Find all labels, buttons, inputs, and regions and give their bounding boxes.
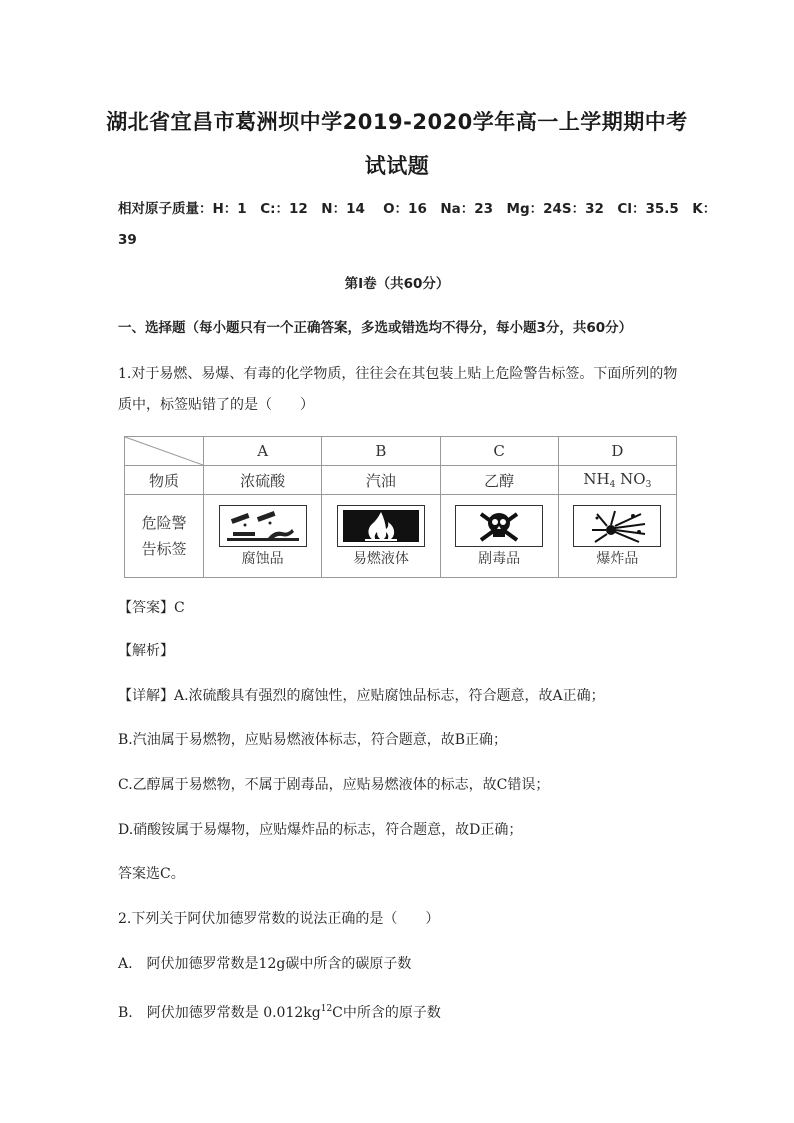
detail-line-4: D.硝酸铵属于易爆物，应贴爆炸品的标志，符合题意，故D正确；: [118, 822, 523, 838]
diagonal-line: [125, 437, 203, 465]
label-caption-c: 剧毒品: [478, 550, 521, 567]
skull-crossbones-icon: [455, 505, 543, 547]
label-cell-a: [204, 495, 322, 578]
label-cell-d: [558, 495, 676, 578]
row-label-hazard: 危险警 告标签: [125, 495, 204, 578]
corrosive-icon: [219, 505, 307, 547]
hazard-label-table: [124, 436, 677, 578]
flame-icon: [337, 505, 425, 547]
label-caption-b: 易燃液体: [352, 550, 409, 567]
volume-heading: 第Ⅰ卷（共60分）: [344, 276, 450, 292]
row-label-substance: 物质: [125, 466, 204, 495]
hazard-label-row: [125, 495, 677, 578]
atomic-mass-line2: 39: [118, 232, 137, 248]
col-header-b: B: [322, 437, 440, 466]
substance-a: 浓硫酸: [204, 466, 322, 495]
q2-option-a: A. 阿伏加德罗常数是12g碳中所含的碳原子数: [118, 956, 412, 972]
detail-line-1: 【详解】A.浓硫酸具有强烈的腐蚀性，应贴腐蚀品标志，符合题意，故A正确；: [118, 688, 605, 704]
explosion-icon: [573, 505, 661, 547]
answer-line: 【答案】C: [118, 600, 185, 616]
substance-d: $NH_4$ $NO_3$: [558, 466, 676, 495]
q1-stem-line2: 质中，标签贴错了的是（ ）: [118, 397, 314, 413]
detail-line-2: B.汽油属于易燃物，应贴易燃液体标志，符合题意，故B正确；: [118, 732, 508, 748]
table-header-row: [125, 437, 677, 466]
analysis-heading: 【解析】: [118, 643, 174, 659]
doc-title-line1: 湖北省宜昌市葛洲坝中学2019-2020学年高一上学期期中考: [106, 110, 688, 134]
substance-row: [125, 466, 677, 495]
label-cell-b: [322, 495, 440, 578]
conclusion-line: 答案选C。: [118, 866, 185, 882]
substance-c: 乙醇: [440, 466, 558, 495]
section-heading: 一、选择题（每小题只有一个正确答案，多选或错选均不得分，每小题3分，共60分）: [118, 320, 633, 336]
detail-line-3: C.乙醇属于易燃物，不属于剧毒品，应贴易燃液体的标志，故C错误；: [118, 777, 550, 793]
col-header-d: D: [558, 437, 676, 466]
label-caption-d: 爆炸品: [596, 550, 639, 567]
col-header-c: C: [440, 437, 558, 466]
label-cell-c: [440, 495, 558, 578]
col-header-a: A: [204, 437, 322, 466]
doc-title-line2: 试试题: [364, 154, 430, 178]
label-caption-a: 腐蚀品: [241, 550, 284, 567]
substance-b: 汽油: [322, 466, 440, 495]
q1-stem-line1: 1.对于易燃、易爆、有毒的化学物质，往往会在其包装上贴上危险警告标签。下面所列的物: [118, 366, 678, 382]
q2-option-b: B. 阿伏加德罗常数是 $0.012kg^{12}C$中所含的原子数: [118, 1004, 441, 1021]
corner-cell: [125, 437, 204, 466]
atomic-mass-line1: 相对原子质量：H：1 C:：12 N：14 O：16 Na：23 Mg：24S：32 Cl：35.5 K：: [118, 201, 717, 217]
q2-stem: 2.下列关于阿伏加德罗常数的说法正确的是（ ）: [118, 911, 440, 927]
